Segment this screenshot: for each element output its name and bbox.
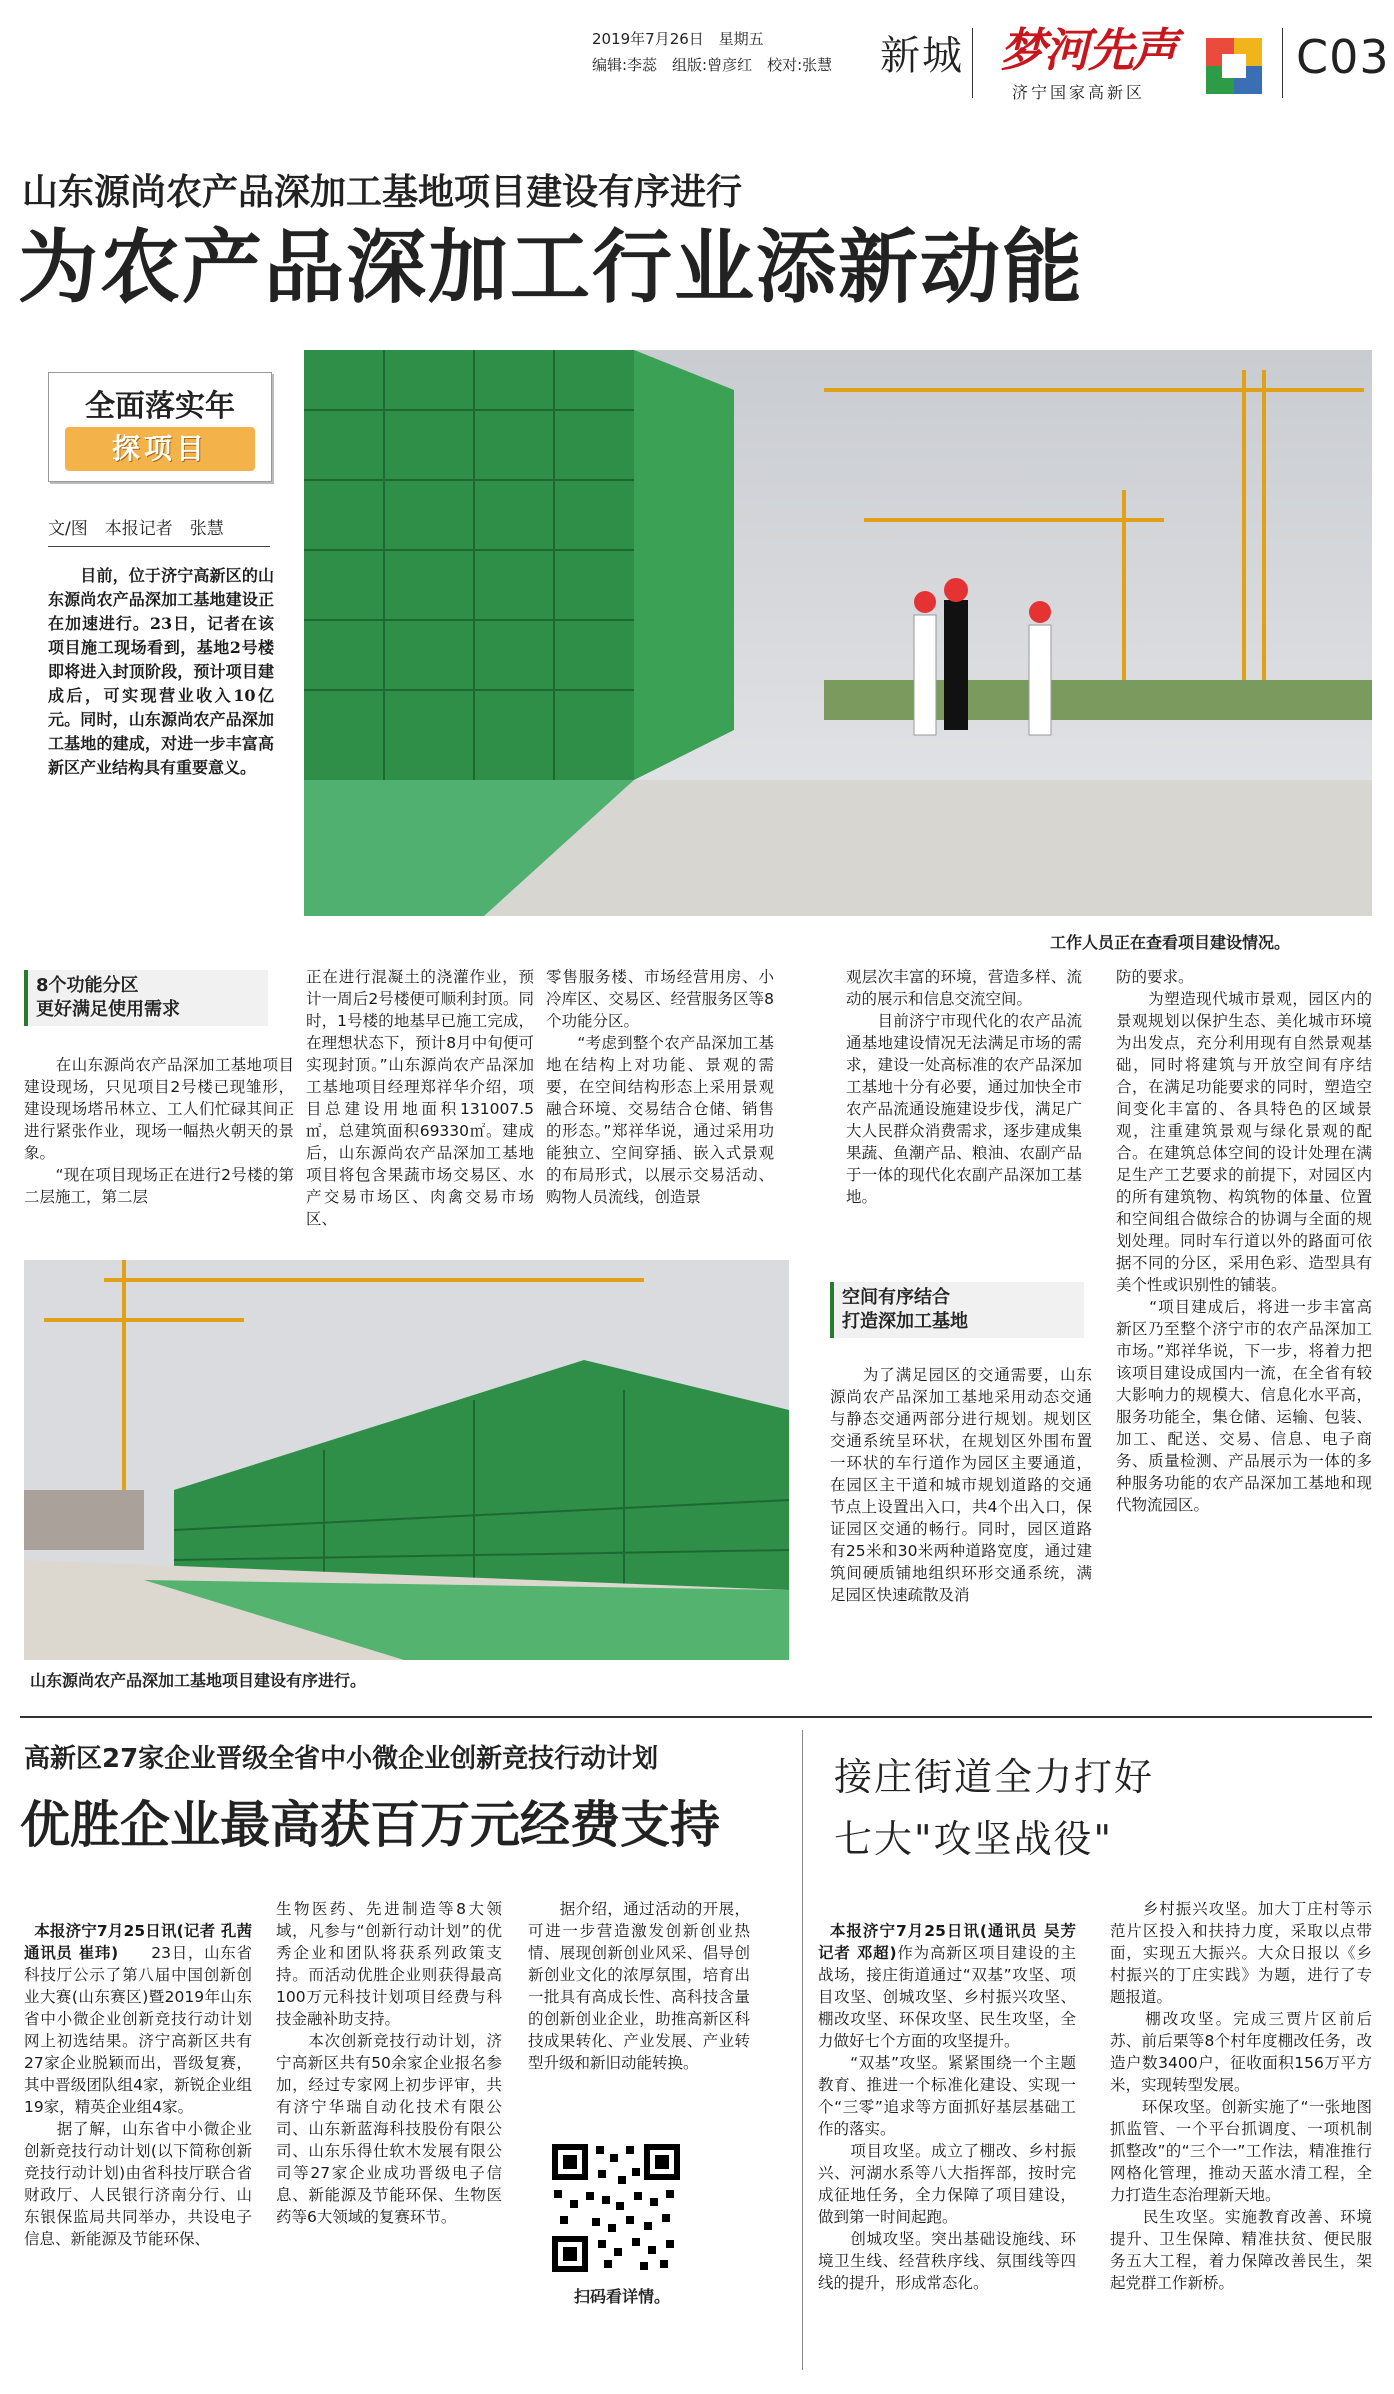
header-date <box>592 28 764 49</box>
article3-headline-line1: 接庄街道全力打好 <box>834 1755 1155 1799</box>
article1-subhead-2: 空间有序结合 打造深加工基地 <box>830 1282 1084 1338</box>
article1-col1a: 在山东源尚农产品深加工基地项目建设现场，只见项目2号楼已现雏形，建设现场塔吊林立、工人们忙碌其间正进行紧张作业，现场一幅热火朝天的景象。 “现在项目现场正在进行2号楼的第二层施工，第二层 <box>24 1056 294 1206</box>
badge-top-text: 全面落实年 <box>85 389 235 424</box>
newspaper-logo: 梦河先声 <box>1000 23 1176 77</box>
article1-byline: 文/图 本报记者 张慧 <box>48 519 224 539</box>
article2-col1 <box>24 1898 258 2250</box>
article1-lead: 目前，位于济宁高新区的山东源尚农产品深加工基地建设正在加速进行。23日，记者在该项目施工现场看到，基地2号楼即将进入封顶阶段，预计项目建成后，可实现营业收入10亿元。同时，山东源尚农产品深加工基地的建成，对进一步丰富高新区产业结构具有重要意义。 <box>48 566 274 777</box>
article1-col4a: 观层次丰富的环境，营造多样、流动的展示和信息交流空间。 目前济宁市现代化的农产品流通基地建设情况无法满足市场的需求，建设一处高标准的农产品深加工基地十分有必要，通过加快全市农产品流通设施建设步伐，满足广大人民群众消费需求，逐步建成集果蔬、鱼潮产品、粮油、农副产品于一体的现代化农副产品深加工基地。 <box>846 968 1082 1206</box>
date-text: 2019年7月26日 <box>592 30 704 48</box>
article1-col5: 防的要求。 为塑造现代城市景观，园区内的景观规划以保护生态、美化城市环境为出发点，充分利用现有自然景观基础，同时将建筑与开放空间有序结合，在满足功能要求的同时，塑造空间变化丰富的、各具特色的区域景观，注重建筑景观与绿化景观的配合。在建筑总体空间的设计处理在满足生产工艺要求的前提下，对园区内的所有建筑物、构筑物的体量、位置和空间组合做综合的协调与全面的规划处理。同时车行道以外的路面可依据不同的分区，采用色彩、造型具有美个性或识别性的铺装。 “项目建成后，将进一步丰富高新区乃至整个济宁市的农产品深加工市场。”郑祥华说，下一步，将着力把该项目建设成国内一流，在全省有较大影响力的规模大、信息化水平高，服务功能全，集仓储、运输、包装、加工、配送、交易、信息、电子商务、质量检测、产品展示为一体的多种服务功能的农产品深加工基地和现代物流园区。 <box>1116 968 1372 1514</box>
article1-kicker: 山东源尚农产品深加工基地项目建设有序进行 <box>22 172 743 213</box>
construction-photo-2 <box>24 1260 789 1660</box>
article3-headline-line2: 七大"攻坚战役" <box>834 1817 1113 1861</box>
article2-col3: 据介绍，通过活动的开展，可进一步营造激发创新创业热情、展现创新创业风采、倡导创新创业文化的浓厚氛围，培育出一批具有高成长性、高科技含量的创新创业企业，助推高新区科技成果转化、产业发展、产业转型升级和新旧动能转换。 <box>528 1900 750 2072</box>
badge-bottom-text: 探项目 <box>111 432 208 465</box>
byline-rule <box>48 546 270 547</box>
page-number: C03 <box>1296 30 1390 84</box>
brand-emblem-icon <box>1206 38 1262 94</box>
article1-col3a: 零售服务楼、市场经营用房、小冷库区、交易区、经营服务区等8个功能分区。 “考虑到整个农产品深加工基地在结构上对功能、景观的需要，在空间结构形态上采用景观融合环境、交易结合仓储、销售的形态。”郑祥华说，通过采用功能独立、空间穿插、嵌入式景观的布局形式，以展示交易活动、购物人员流线，创造景 <box>546 968 774 1206</box>
article2-kicker: 高新区27家企业晋级全省中小微企业创新竞技行动计划 <box>24 1744 659 1774</box>
qr-caption: 扫码看详情。 <box>574 2287 671 2306</box>
article2-col2: 生物医药、先进制造等8大领域，凡参与“创新行动计划”的优秀企业和团队将获系列政策支持。而活动优胜企业则获得最高100万元科技计划项目经费与科技金融补助支持。 本次创新竞技行动计划，济宁高新区共有50余家企业报名参加，经过专家网上初步评审，共有济宁华瑞自动化技术有限公司、山东新蓝海科技股份有限公司、山东乐得仕软木发展有限公司等27家企业成功晋级电子信息、新能源及节能环保、生物医药等6大领域的复赛环节。 <box>276 1900 502 2226</box>
weekday-text: 星期五 <box>718 30 764 48</box>
article3-col2: 乡村振兴攻坚。加大丁庄村等示范片区投入和扶持力度，采取以点带面，实现五大振兴。大众日报以《乡村振兴的丁庄实践》为题，进行了专题报道。 棚改攻坚。完成三贾片区前后苏、前后栗等8个村年度棚改任务，改造户数3400户，征收面积156万平方米，实现转型发展。 环保攻坚。创新实施了“一张地图抓监管、一个平台抓调度、一项机制抓整改”的“三个一”工作法，精准推行网格化管理，推动天蓝水清工程，全力打造生态治理新天地。 民生攻坚。实施教育改善、环境提升、卫生保障、精准扶贫、便民服务五大工程，着力保障改善民生，架起党群工作新桥。 <box>1110 1900 1372 2292</box>
article1-col2a: 正在进行混凝土的浇灌作业，预计一周后2号楼便可顺利封顶。同时，1号楼的地基早已施工完成，在理想状态下，预计8月中旬便可实现封顶。”山东源尚农产品深加工基地项目经理郑祥华介绍，项目总建设用地面积131007.5㎡，总建筑面积69330㎡。建成后，山东源尚农产品深加工基地项目将包含果蔬市场交易区、水产交易市场区、肉禽交易市场区、 <box>306 968 534 1228</box>
column-divider <box>802 1730 803 2370</box>
article3-col1 <box>818 1898 1092 2294</box>
photo2-caption: 山东源尚农产品深加工基地项目建设有序进行。 <box>30 1671 367 1690</box>
section-divider <box>20 1716 1372 1718</box>
article2-col1-body: 23日，山东省科技厅公示了第八届中国创新创业大赛(山东赛区)暨2019年山东省中小微企业创新竞技行动计划网上初选结果。济宁高新区共有27家企业脱颖而出，晋级复赛，其中晋级团队组4家，新锐企业组19家，精英企业组4家。 据了解，山东省中小微企业创新竞技行动计划(以下简称创新竞技行动计划)由省科技厅联合省财政厅、人民银行济南分行、山东银保监局共同举办，共设电子信息、新能源及节能环保、 <box>24 1944 253 2248</box>
header-rule <box>972 28 973 98</box>
header-rule-2 <box>1282 28 1283 98</box>
article3-col1-body: 作为高新区项目建设的主战场，接庄街道通过“双基”攻坚、项目攻坚、创城攻坚、乡村振兴攻坚、棚改攻坚、环保攻坚、民生攻坚，全力做好七个方面的攻坚提升。 “双基”攻坚。紧紧围绕一个主题教育、推进一个标准化建设、实现一个“三零”追求等方面抓好基层基础工作的落实。 项目攻坚。成立了棚改、乡村振兴、河湖水系等八大指挥部，按时完成征地任务，全力保障了项目建设，做到第一时间起跑。 创城攻坚。突出基础设施线、环境卫生线、经营秩序线、氛围线等四线的提升，形成常态化。 <box>818 1944 1076 2292</box>
series-badge <box>48 372 272 482</box>
logo-subtitle: 济宁国家高新区 <box>1012 83 1146 102</box>
qr-code[interactable] <box>548 2140 684 2276</box>
article1-headline: 为农产品深加工行业添新动能 <box>18 221 1084 314</box>
article1-col4b: 为了满足园区的交通需要，山东源尚农产品深加工基地采用动态交通与静态交通两部分进行规划。规划区交通系统呈环状，在规划区外围布置一环状的车行道作为园区主要通道，在园区主干道和城市规划道路的交通节点上设置出入口，共4个出入口，保证园区交通的畅行。同时，园区道路有25米和30米两种道路宽度，通过建筑间硬质铺地组织环形交通系统，满足园区快速疏散及消 <box>830 1366 1092 1604</box>
article2-headline: 优胜企业最高获百万元经费支持 <box>20 1796 720 1854</box>
article3-dateline: 本报济宁7月25日讯(通讯员 吴芳 记者 邓超) <box>818 1922 1092 1962</box>
photo1-caption: 工作人员正在查看项目建设情况。 <box>1050 933 1291 952</box>
section-name: 新城 <box>880 33 964 79</box>
article1-subhead-1: 8个功能分区 更好满足使用需求 <box>24 970 268 1026</box>
masthead <box>0 0 1394 120</box>
article2-dateline: 本报济宁7月25日讯(记者 孔茜 通讯员 崔玮) <box>24 1922 258 1962</box>
badge-bottom <box>65 427 255 471</box>
header-staff: 编辑:李蕊 组版:曾彦红 校对:张慧 <box>592 56 833 74</box>
construction-photo-1 <box>304 350 1372 916</box>
